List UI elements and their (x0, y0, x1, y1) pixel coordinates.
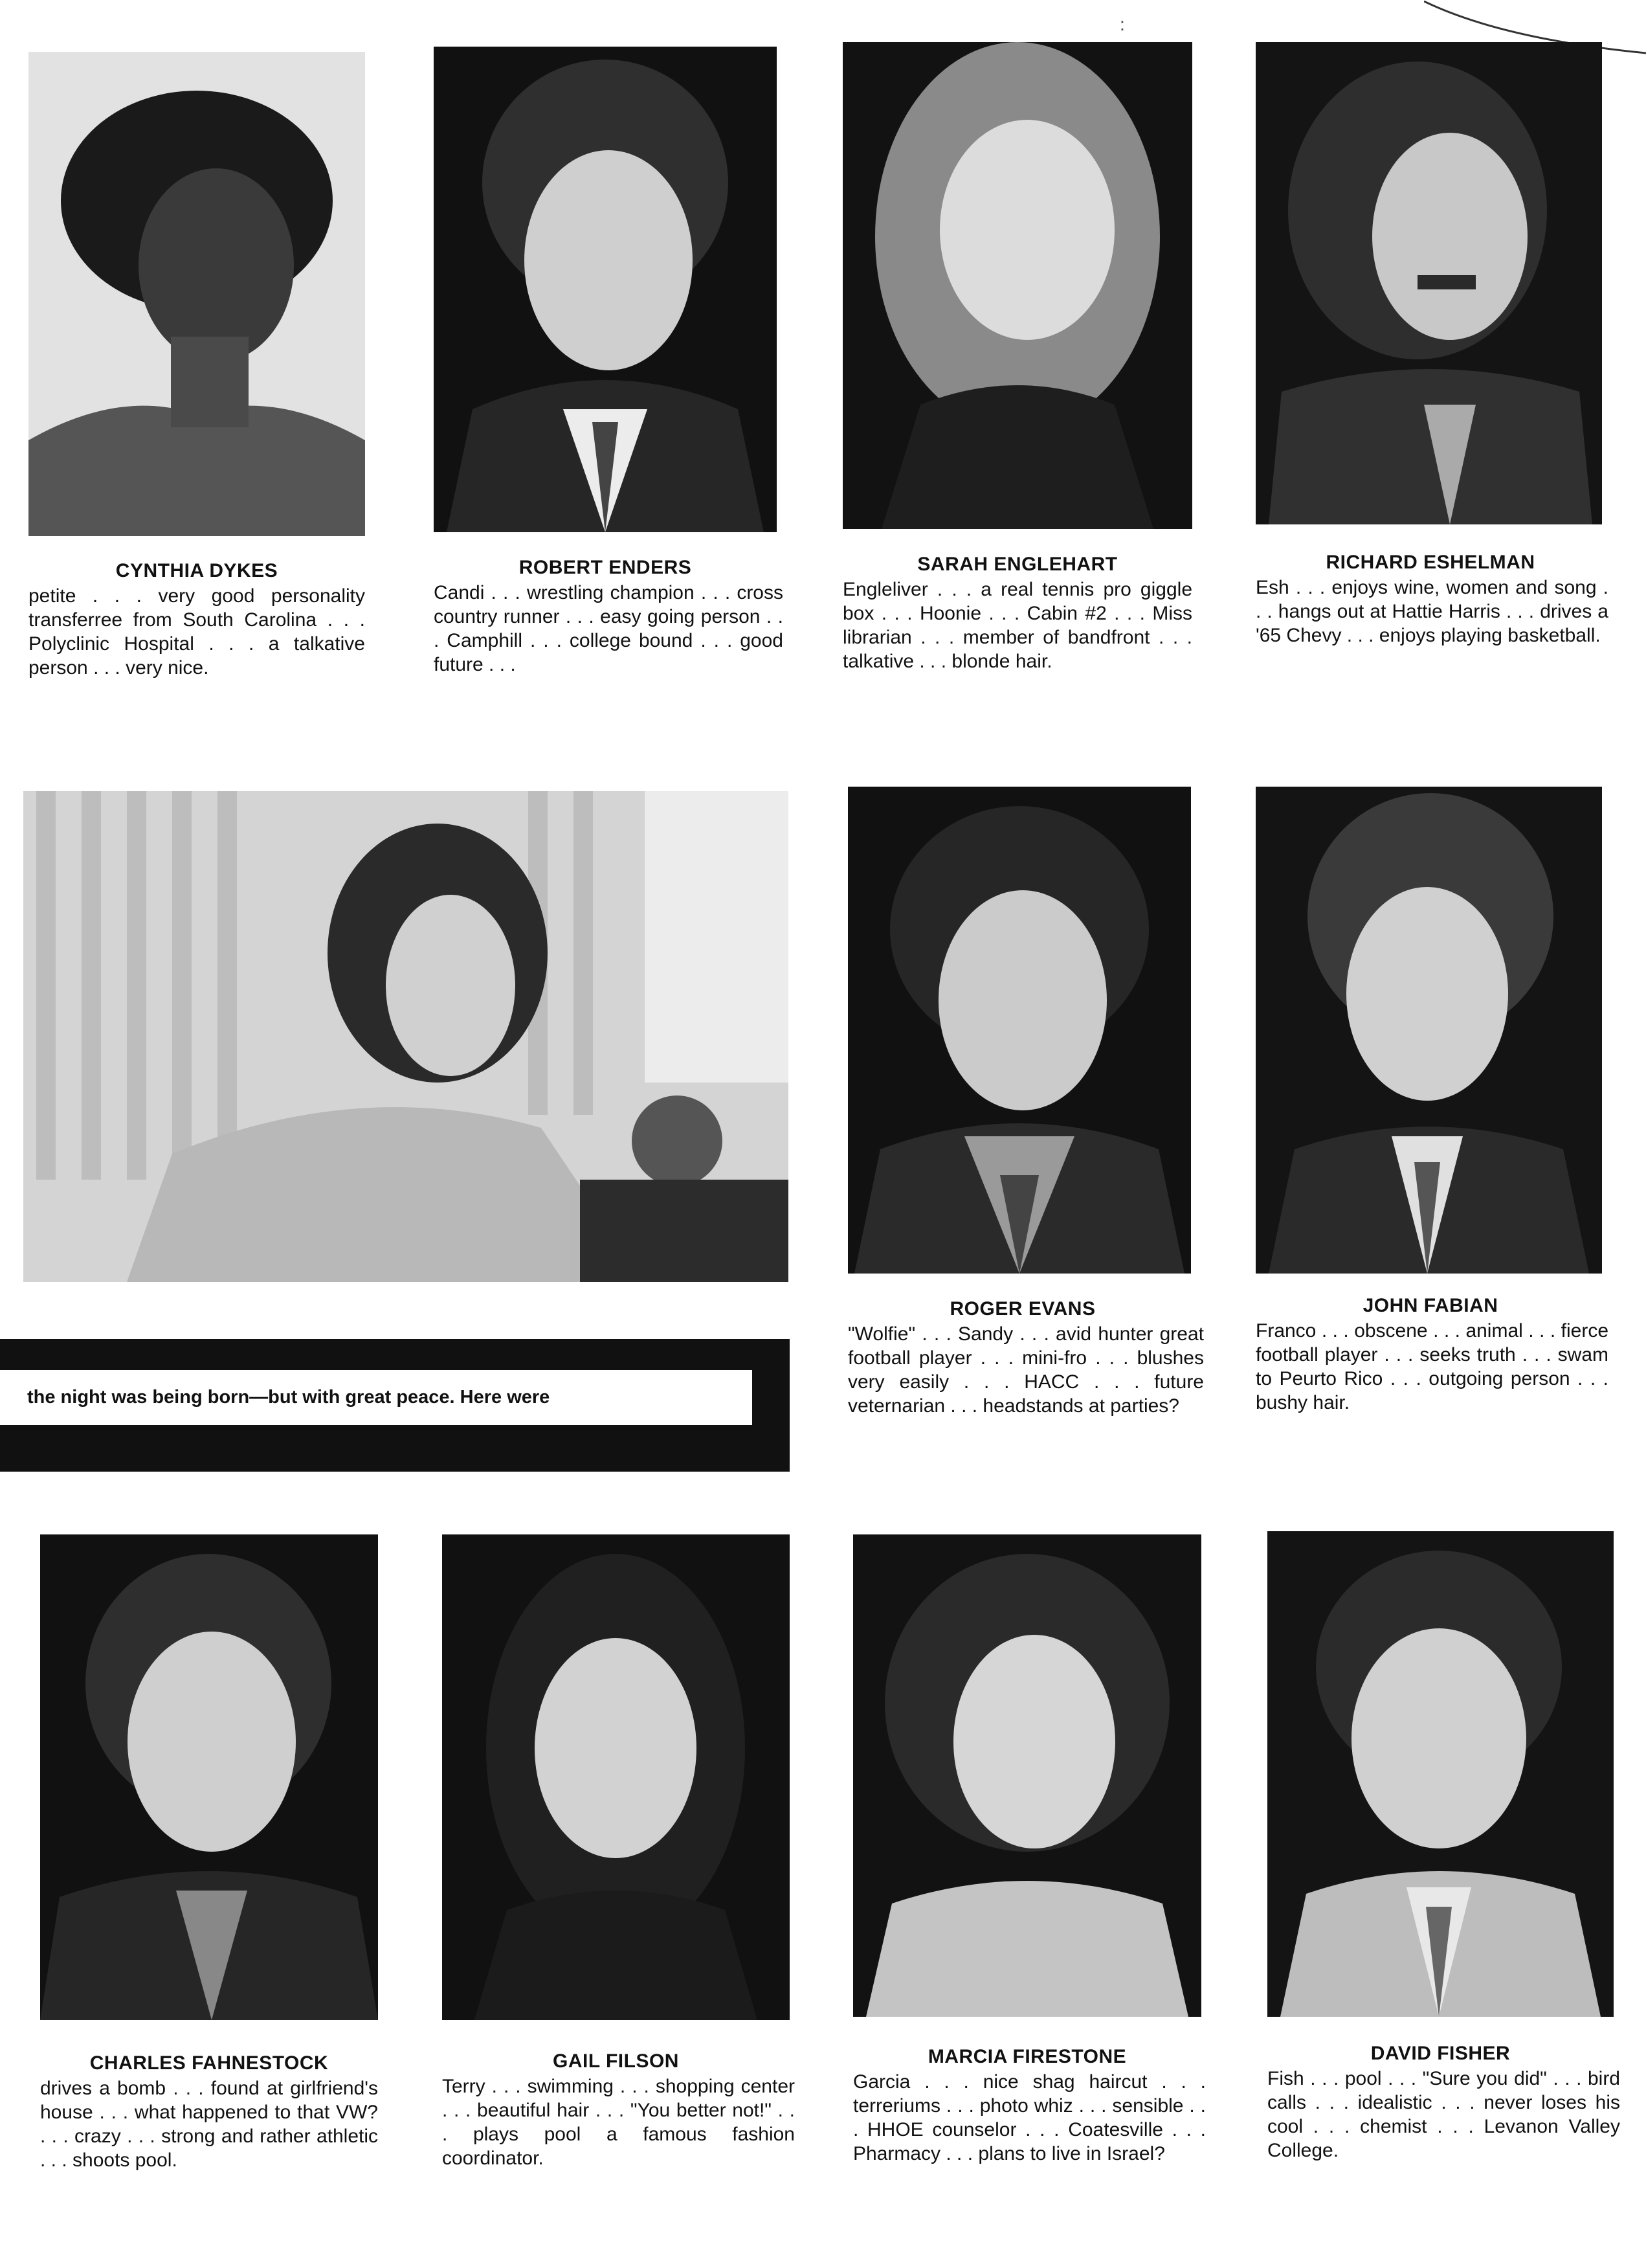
student-name: SARAH ENGLEHART (917, 554, 1118, 575)
caption-text: the night was being born—but with great peace. Here were (0, 1370, 752, 1425)
student-bio: Fish . . . pool . . . "Sure you did" . . . bird calls . . . idealistic . . . never loses his cool . . . chemist . . . Levanon Valley College. (1267, 2068, 1620, 2161)
student-name: JOHN FABIAN (1362, 1295, 1498, 1316)
portrait-photo-robert-enders (434, 47, 777, 532)
student-name: MARCIA FIRESTONE (928, 2046, 1127, 2067)
student-name: CYNTHIA DYKES (115, 560, 278, 581)
portrait-photo-cynthia-dykes (28, 52, 365, 536)
portrait-photo-charles-fahnestock (40, 1534, 378, 2020)
portrait-photo-richard-eshelman (1256, 42, 1602, 524)
student-bio: Garcia . . . nice shag haircut . . . terreriums . . . photo whiz . . . sensible . . . HHOE counselor . . . Coatesville . . . Pharmacy . . . plans to live in Israel? (853, 2071, 1206, 2164)
student-bio: petite . . . very good personality transferree from South Carolina . . . Polyclinic Hospital . . . a talkative person . . . very nice. (28, 585, 365, 679)
portrait-photo-gail-filson (442, 1534, 790, 2020)
student-bio: Esh . . . enjoys wine, women and song . . . hangs out at Hattie Harris . . . drives a '65 Chevy . . . enjoys playing basketball. (1256, 577, 1608, 646)
student-bio: "Wolfie" . . . Sandy . . . avid hunter great football player . . . mini-fro . . . blushes very easily . . . HACC . . . future veternarian . . . headstands at parties? (848, 1323, 1204, 1417)
student-name: ROGER EVANS (950, 1298, 1096, 1319)
student-name: DAVID FISHER (1370, 2043, 1511, 2064)
student-bio: Engleliver . . . a real tennis pro giggle box . . . Hoonie . . . Cabin #2 . . . Miss librarian . . . member of bandfront . . . talkative . . . blonde hair. (843, 579, 1192, 672)
page-mark: : (1120, 14, 1125, 34)
student-name: GAIL FILSON (553, 2050, 679, 2072)
student-bio: Candi . . . wrestling champion . . . cross country runner . . . easy going person . . . Camphill . . . college bound . . . good future . . . (434, 582, 783, 675)
candid-photo (23, 791, 788, 1282)
student-name: CHARLES FAHNESTOCK (89, 2052, 329, 2074)
student-name: ROBERT ENDERS (518, 557, 692, 578)
portrait-photo-roger-evans (848, 787, 1191, 1274)
portrait-photo-marcia-firestone (853, 1534, 1201, 2017)
student-bio: Terry . . . swimming . . . shopping center . . . beautiful hair . . . "You better not!" . . . plays pool a famous fashion coordinator. (442, 2076, 795, 2169)
student-bio: Franco . . . obscene . . . animal . . . fierce football player . . . seeks truth . . . swam to Peurto Rico . . . outgoing person . . . bushy hair. (1256, 1320, 1608, 1413)
portrait-photo-david-fisher (1267, 1531, 1614, 2017)
student-name: RICHARD ESHELMAN (1326, 552, 1535, 573)
portrait-photo-john-fabian (1256, 787, 1602, 1274)
student-bio: drives a bomb . . . found at girlfriend's house . . . what happened to that VW? . . . crazy . . . strong and rather athletic . . . shoots pool. (40, 2078, 378, 2171)
portrait-photo-sarah-englehart (843, 42, 1192, 529)
